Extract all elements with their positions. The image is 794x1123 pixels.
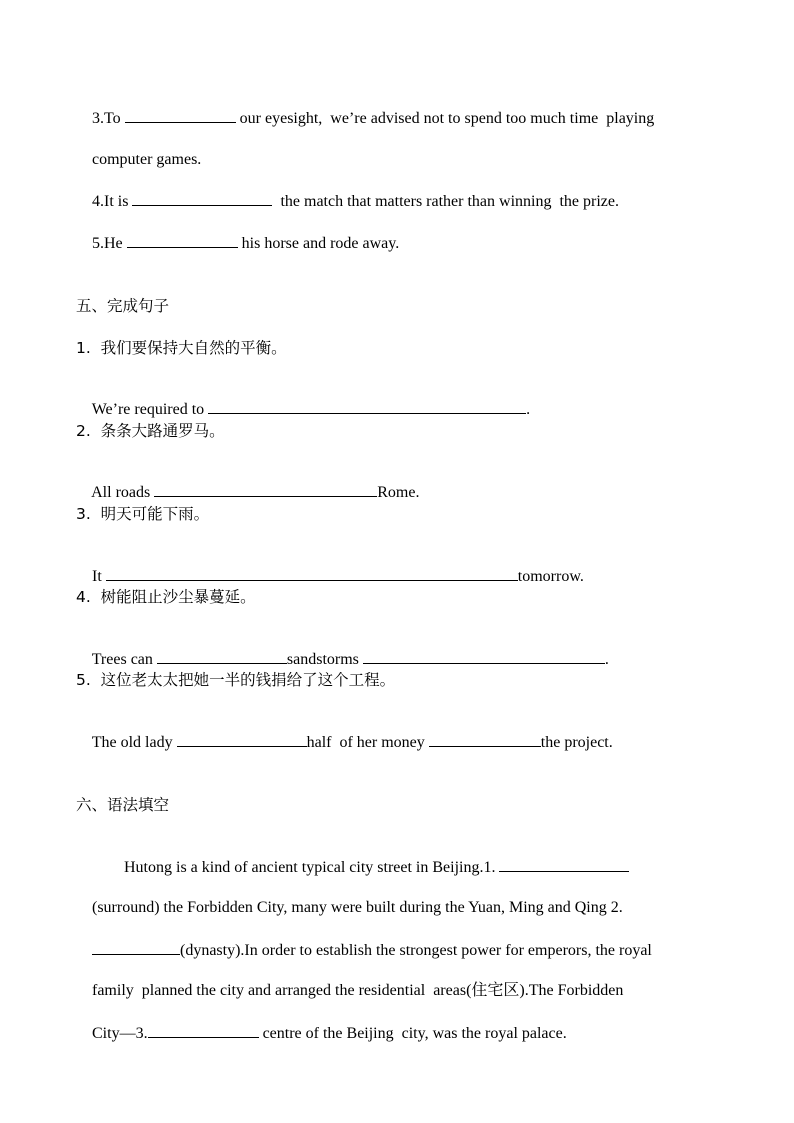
section-5-item-3-chinese: 3. 明天可能下雨。 bbox=[76, 505, 210, 523]
item-4-en-middle: sandstorms bbox=[286, 651, 363, 668]
passage-line-5 bbox=[76, 1003, 567, 1064]
item-3-blank[interactable] bbox=[106, 566, 518, 581]
passage-line-5-prefix: City—3. bbox=[92, 1025, 148, 1042]
exercise-4-item-5 bbox=[76, 213, 399, 274]
item-4-en-prefix: Trees can bbox=[91, 651, 157, 668]
item-5-en-prefix: The old lady bbox=[91, 734, 177, 751]
item-5-suffix: his horse and rode away. bbox=[237, 235, 400, 252]
item-4-en-suffix: . bbox=[604, 651, 609, 668]
item-5-prefix: 5.He bbox=[92, 235, 127, 252]
item-5-blank[interactable] bbox=[127, 233, 238, 248]
section-5-item-5-english bbox=[76, 712, 613, 773]
item-5-blank-1[interactable] bbox=[177, 732, 307, 747]
item-5-en-suffix: the project. bbox=[540, 734, 613, 751]
section-5-item-1-chinese: 1. 我们要保持大自然的平衡。 bbox=[76, 339, 287, 357]
passage-line-1-text: Hutong is a kind of ancient typical city street in Beijing.1. bbox=[124, 859, 500, 876]
item-4-prefix: 4.It is bbox=[92, 193, 133, 210]
passage-line-3-text: (dynasty).In order to establish the strongest power for emperors, the royal bbox=[180, 942, 652, 959]
item-5-en-middle: half of her money bbox=[306, 734, 429, 751]
item-3-continuation: computer games. bbox=[92, 151, 202, 168]
item-2-blank[interactable] bbox=[154, 482, 377, 497]
passage-line-2-text: (surround) the Forbidden City, many were built during the Yuan, Ming and Qing 2. bbox=[92, 899, 623, 916]
passage-line-4-text: family planned the city and arranged the residential areas(住宅区).The Forbidden bbox=[92, 982, 624, 999]
item-3-en-prefix: It bbox=[92, 568, 106, 585]
item-2-en-suffix: Rome. bbox=[377, 484, 420, 501]
passage-blank-3[interactable] bbox=[148, 1023, 259, 1038]
item-4-blank[interactable] bbox=[132, 191, 272, 206]
passage-blank-1[interactable] bbox=[499, 857, 629, 872]
section-5-item-5-chinese: 5. 这位老太太把她一半的钱捐给了这个工程。 bbox=[76, 671, 396, 689]
item-4-blank-1[interactable] bbox=[157, 649, 287, 664]
section-5-item-4-chinese: 4. 树能阻止沙尘暴蔓延。 bbox=[76, 588, 256, 606]
item-1-en-prefix: We’re required to bbox=[91, 401, 209, 418]
item-3-suffix: our eyesight, we’re advised not to spend too much time playing bbox=[235, 110, 655, 127]
passage-line-5-suffix: centre of the Beijing city, was the royal palace. bbox=[258, 1025, 567, 1042]
passage-blank-2[interactable] bbox=[92, 940, 180, 955]
section-6-heading: 六、语法填空 bbox=[76, 796, 170, 814]
item-5-blank-2[interactable] bbox=[429, 732, 541, 747]
item-1-blank[interactable] bbox=[208, 399, 526, 414]
item-4-suffix: the match that matters rather than winning the prize. bbox=[272, 193, 619, 210]
item-2-en-prefix: All roads bbox=[91, 484, 155, 501]
section-5-heading: 五、完成句子 bbox=[76, 297, 170, 315]
item-4-blank-2[interactable] bbox=[363, 649, 605, 664]
item-1-en-suffix: . bbox=[526, 401, 531, 418]
item-3-en-suffix: tomorrow. bbox=[517, 568, 584, 585]
item-3-prefix: 3.To bbox=[92, 110, 125, 127]
item-3-blank[interactable] bbox=[125, 108, 236, 123]
section-5-item-2-chinese: 2. 条条大路通罗马。 bbox=[76, 422, 225, 440]
